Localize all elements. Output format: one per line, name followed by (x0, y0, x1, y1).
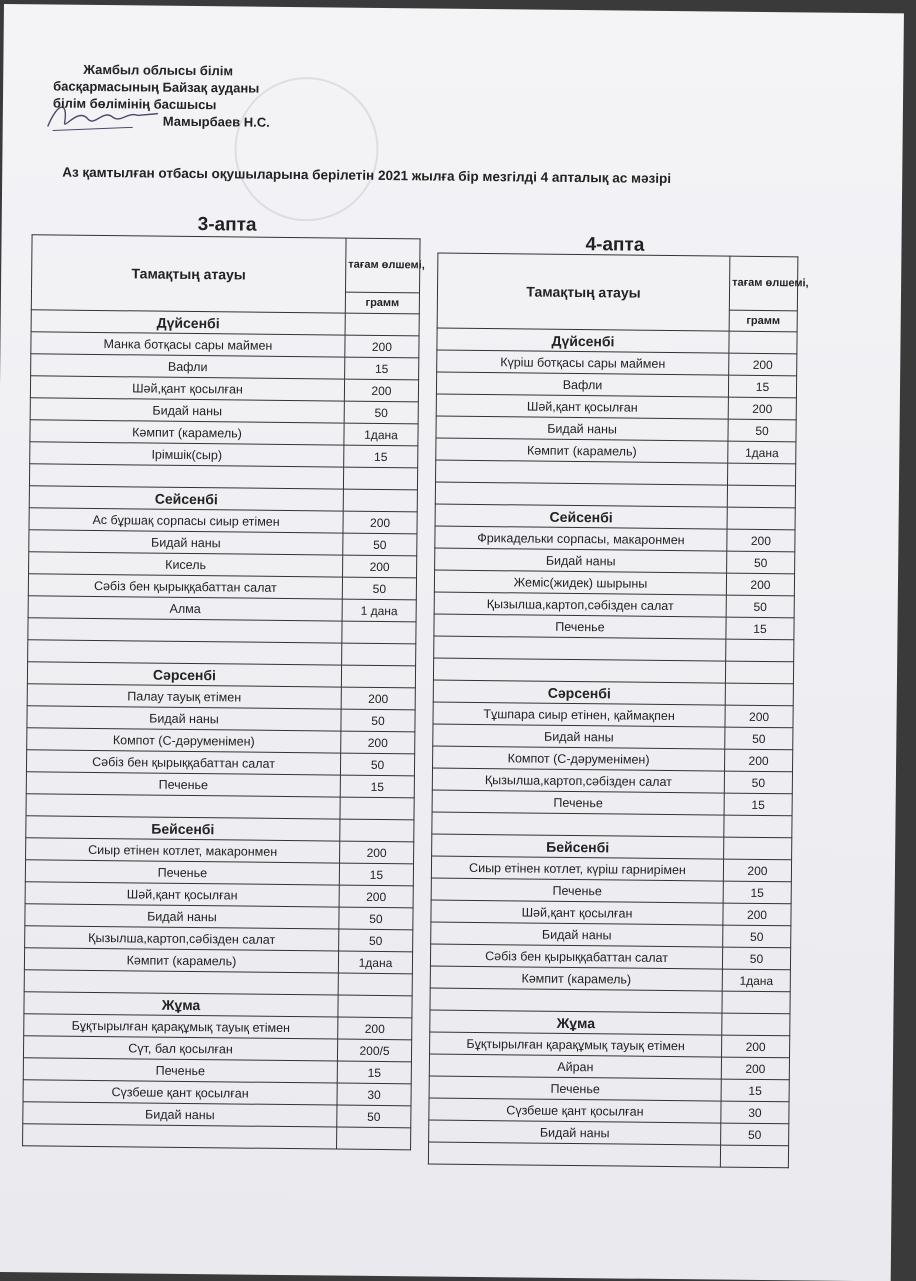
dish-quantity: 15 (340, 775, 414, 798)
dish-quantity (727, 485, 795, 508)
dish-name: Кәмпит (карамель) (24, 948, 338, 973)
day-name: Жұма (24, 992, 338, 1017)
dish-name: Бидай наны (431, 922, 723, 947)
column-header-unit: тағам өлшемі, (729, 256, 798, 310)
dish-quantity: 50 (721, 1123, 789, 1146)
dish-name (430, 988, 722, 1013)
dish-quantity: 50 (341, 709, 415, 732)
dish-name: Күріш ботқасы сары маймен (437, 350, 729, 375)
dish-name: Шәй,қант қосылған (436, 394, 728, 419)
dish-quantity: 200 (339, 885, 413, 908)
dish-quantity: 200 (729, 353, 797, 376)
dish-name: Алма (28, 596, 342, 621)
dish-quantity (726, 639, 794, 662)
dish-quantity (724, 837, 792, 860)
dish-name: Сәбіз бен қырыққабаттан салат (430, 944, 722, 969)
dish-quantity (722, 1013, 790, 1036)
dish-quantity (728, 463, 796, 486)
dish-name: Сүзбеше қант қосылған (23, 1080, 337, 1105)
dish-name: Вафли (436, 372, 728, 397)
dish-quantity: 15 (337, 1061, 411, 1084)
dish-name (428, 1142, 720, 1167)
dish-name: Бидай наны (30, 398, 344, 423)
dish-quantity: 15 (344, 445, 418, 468)
dish-name: Печенье (429, 1076, 721, 1101)
dish-quantity: 15 (728, 375, 796, 398)
dish-name: Кәмпит (карамель) (436, 438, 728, 463)
approval-line-1: Жамбыл облысы білім (83, 61, 234, 79)
dish-name: Бұқтырылған қарақұмық тауық етімен (24, 1014, 338, 1039)
dish-name: Қызылша,картоп,сәбізден салат (25, 926, 339, 951)
dish-quantity: 200 (727, 529, 795, 552)
dish-quantity: 15 (726, 617, 794, 640)
dish-name: Жеміс(жидек) шырыны (434, 570, 726, 595)
day-name: Сейсенбі (29, 486, 343, 511)
dish-quantity: 200 (723, 903, 791, 926)
dish-quantity: 15 (724, 793, 792, 816)
dish-quantity: 200/5 (337, 1039, 411, 1062)
week4-menu-table (428, 253, 809, 1169)
dish-quantity (722, 991, 790, 1014)
dish-quantity: 200 (345, 335, 419, 358)
dish-quantity: 1 дана (342, 599, 416, 622)
dish-name: Айран (429, 1054, 721, 1079)
dish-quantity: 50 (343, 533, 417, 556)
dish-quantity: 1дана (344, 423, 418, 446)
dish-name: Сиыр етінен котлет, күріш гарнирімен (431, 856, 723, 881)
dish-quantity (343, 467, 417, 490)
dish-quantity: 50 (340, 753, 414, 776)
dish-name: Сәбіз бен қырыққабаттан салат (28, 574, 342, 599)
day-name: Дүйсенбі (437, 328, 729, 353)
dish-name: Печенье (25, 860, 339, 885)
day-name: Бейсенбі (432, 834, 724, 859)
dish-name (26, 794, 340, 819)
dish-quantity: 200 (722, 1035, 790, 1058)
dish-quantity: 50 (726, 595, 794, 618)
dish-name: Компот (С-дәруменімен) (27, 728, 341, 753)
dish-quantity: 200 (728, 397, 796, 420)
dish-name: Сүзбеше қант қосылған (429, 1098, 721, 1123)
dish-quantity (345, 313, 419, 336)
dish-quantity: 200 (343, 555, 417, 578)
column-header-grams: грамм (345, 292, 419, 314)
dish-name (433, 658, 725, 683)
day-name: Дүйсенбі (31, 310, 345, 335)
dish-quantity: 50 (339, 907, 413, 930)
dish-name: Фрикадельки сорпасы, макаронмен (435, 526, 727, 551)
dish-name: Бидай наны (23, 1102, 337, 1127)
dish-quantity (343, 489, 417, 512)
dish-name: Шәй,қант қосылған (25, 882, 339, 907)
dish-name: Бидай наны (27, 706, 341, 731)
dish-name: Бидай наны (436, 416, 728, 441)
dish-name: Қызылша,картоп,сәбізден салат (434, 592, 726, 617)
document-title: Аз қамтылған отбасы оқушыларына берілетін 2021 жылға бір мезгілді 4 апталық ас мәзірі (62, 164, 672, 186)
dish-quantity: 15 (723, 881, 791, 904)
dish-quantity (338, 995, 412, 1018)
dish-name: Печенье (432, 790, 724, 815)
dish-quantity: 50 (723, 925, 791, 948)
dish-quantity: 15 (345, 357, 419, 380)
dish-quantity: 50 (339, 929, 413, 952)
dish-name: Ірімшік(сыр) (30, 442, 344, 467)
dish-quantity: 200 (341, 731, 415, 754)
dish-name (434, 636, 726, 661)
dish-name: Печенье (431, 878, 723, 903)
dish-quantity (337, 1127, 411, 1150)
approval-line-3: білім бөлімінің басшысы (52, 95, 217, 113)
dish-name: Ас бұршақ сорпасы сиыр етімен (29, 508, 343, 533)
dish-name (28, 618, 342, 643)
dish-name: Бидай наны (433, 724, 725, 749)
dish-quantity (338, 973, 412, 996)
dish-quantity: 50 (725, 727, 793, 750)
dish-quantity (340, 797, 414, 820)
dish-quantity: 50 (337, 1105, 411, 1128)
dish-quantity: 50 (344, 401, 418, 424)
dish-quantity: 1дана (728, 441, 796, 464)
dish-quantity: 200 (341, 687, 415, 710)
dish-name: Манка ботқасы сары маймен (31, 332, 345, 357)
approval-line-4: Мамырбаев Н.С. (162, 113, 270, 130)
dish-quantity: 200 (340, 841, 414, 864)
document-page (0, 4, 904, 1281)
dish-quantity: 30 (337, 1083, 411, 1106)
table-header-row (32, 235, 421, 293)
dish-quantity: 200 (721, 1057, 789, 1080)
day-name: Жұма (430, 1010, 722, 1035)
dish-quantity: 50 (728, 419, 796, 442)
dish-quantity: 200 (725, 705, 793, 728)
dish-quantity (342, 643, 416, 666)
dish-quantity: 50 (724, 771, 792, 794)
dish-name: Палау тауық етімен (27, 684, 341, 709)
dish-quantity (724, 815, 792, 838)
dish-quantity: 15 (721, 1079, 789, 1102)
dish-name: Печенье (26, 772, 340, 797)
approval-line-2: басқармасының Байзақ ауданы (53, 78, 260, 96)
dish-name: Сүт, бал қосылған (23, 1036, 337, 1061)
dish-name (432, 812, 724, 837)
day-name: Сәрсенбі (433, 680, 725, 705)
blank-row (428, 1142, 788, 1168)
dish-name: Бидай наны (25, 904, 339, 929)
dish-name: Қызылша,картоп,сәбізден салат (432, 768, 724, 793)
dish-quantity: 200 (723, 859, 791, 882)
table-header-row (437, 253, 798, 310)
dish-quantity: 50 (342, 577, 416, 600)
dish-name (23, 1124, 337, 1149)
dish-name: Кәмпит (карамель) (430, 966, 722, 991)
column-header-grams: грамм (729, 310, 797, 332)
dish-name: Бидай наны (435, 548, 727, 573)
dish-name (29, 464, 343, 489)
dish-name: Компот (С-дәруменімен) (433, 746, 725, 771)
dish-name (435, 482, 727, 507)
dish-name: Тұшпара сиыр етінен, қаймақпен (433, 702, 725, 727)
dish-name: Шәй,қант қосылған (30, 376, 344, 401)
dish-quantity: 200 (338, 1017, 412, 1040)
dish-quantity (342, 621, 416, 644)
dish-quantity (729, 331, 797, 354)
column-header-name: Тамақтың атауы (437, 253, 730, 331)
dish-quantity (341, 665, 415, 688)
dish-name: Бидай наны (429, 1120, 721, 1145)
dish-name: Сиыр етінен котлет, макаронмен (26, 838, 340, 863)
week3-title: 3-апта (197, 214, 257, 236)
column-header-unit: тағам өлшемі, (346, 238, 421, 292)
blank-row (23, 1124, 411, 1150)
dish-quantity: 50 (722, 947, 790, 970)
dish-quantity: 1дана (338, 951, 412, 974)
dish-quantity (340, 819, 414, 842)
dish-quantity: 200 (726, 573, 794, 596)
day-name: Сейсенбі (435, 504, 727, 529)
dish-name: Кисель (29, 552, 343, 577)
dish-name (436, 460, 728, 485)
dish-name (24, 970, 338, 995)
dish-quantity: 200 (725, 749, 793, 772)
dish-quantity: 200 (343, 511, 417, 534)
dish-quantity: 200 (344, 379, 418, 402)
column-header-name: Тамақтың атауы (31, 235, 346, 313)
day-name: Бейсенбі (26, 816, 340, 841)
dish-name (28, 640, 342, 665)
dish-name: Печенье (23, 1058, 337, 1083)
dish-quantity: 50 (727, 551, 795, 574)
dish-quantity (727, 507, 795, 530)
dish-quantity: 15 (339, 863, 413, 886)
dish-quantity (725, 661, 793, 684)
dish-name: Вафли (31, 354, 345, 379)
dish-name: Бидай наны (29, 530, 343, 555)
dish-name: Сәбіз бен қырыққабаттан салат (26, 750, 340, 775)
dish-quantity (725, 683, 793, 706)
dish-name: Бұқтырылған қарақұмық тауық етімен (430, 1032, 722, 1057)
dish-quantity (720, 1145, 788, 1168)
dish-quantity: 1дана (722, 969, 790, 992)
day-name: Сәрсенбі (27, 662, 341, 687)
week4-title: 4-апта (585, 234, 645, 256)
approval-block (53, 61, 271, 131)
dish-name: Шәй,қант қосылған (431, 900, 723, 925)
dish-quantity: 30 (721, 1101, 789, 1124)
dish-name: Печенье (434, 614, 726, 639)
dish-name: Кәмпит (карамель) (30, 420, 344, 445)
week3-menu-table (22, 234, 425, 1150)
